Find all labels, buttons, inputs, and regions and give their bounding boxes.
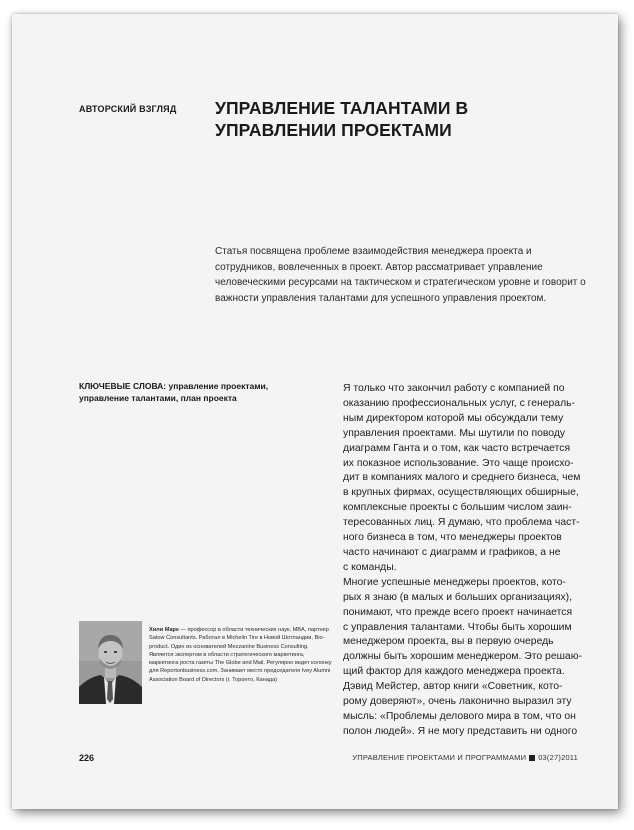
keywords-label: КЛЮЧЕВЫЕ СЛОВА:	[79, 381, 167, 391]
journal-page	[12, 14, 618, 809]
article-title: УПРАВЛЕНИЕ ТАЛАНТАМИ В УПРАВЛЕНИИ ПРОЕКТАМИ	[215, 98, 469, 140]
body-paragraph: Я только что закончил работу с компанией по оказанию профессиональных услуг, с генераль- ным директором которой мы обсуждали тему управления проектами. Мы шутили по поводу диаграмм Ганта и о том, как часто встречается их показное использование. Это чаще происхо- дит в компаниях малого и среднего бизнеса, чем в крупных фирмах, осуществляющих обширные, комплексные проекты с большим числом заин- тересованных лиц. Я думаю, что проблема част- ного бизнеса в том, что менеджеры проектов часто начинают с диаграмм и графиков, а не с команды.	[343, 383, 581, 573]
author-photo	[79, 621, 142, 704]
body-paragraph: Дэвид Мейстер, автор книги «Советник, кото- рому доверяют», очень лаконично выразил эту мысль: «Проблемы делового мира в том, что он полон людей». Я не могу представить ни одного	[343, 681, 578, 737]
keywords-text: управление проектами, управление талантами, план проекта	[79, 381, 269, 403]
article-body	[343, 382, 586, 740]
square-icon	[529, 755, 535, 761]
body-paragraph: Многие успешные менеджеры проектов, кото- рых я знаю (в малых и больших организациях), понимают, что прежде всего проект начинается с управления талантами. Чтобы быть хорошим менеджером проекта, вы в первую очередь должны быть хорошим менеджером. Это решаю- щий фактор для каждого менеджера проекта.	[343, 576, 582, 678]
rubric-label: АВТОРСКИЙ ВЗГЛЯД	[79, 104, 177, 114]
journal-issue: 03(27)2011	[538, 753, 578, 762]
keywords-block	[79, 381, 309, 404]
abstract-text: Статья посвящена проблеме взаимодействия менеджера проекта и сотрудников, вовлеченных в проект. Автор рассматривает управление человеческими ресурсами на тактическом и стратегическом уровне и говорит о важности управления талантами для успешного управления проектом.	[215, 246, 586, 304]
author-bio	[149, 626, 334, 684]
journal-footer	[352, 753, 578, 762]
page-number: 226	[79, 753, 95, 763]
author-bio-text: — профессор в области технических наук, MBA, партнер Satow Consultants. Работал в Michelin Tire в Новой Шотландии, Bio-product. Один из основателей Mezzanine Business Consulting. Является экспертом в области стратегического маркетинга, маркетинга роста газеты The Globe and Mail. Регулярно ведет колонку для Reportonbusiness.com. Занимает место председателя Ivey Alumni Association Board of Directors (г. Торонто, Канада)	[149, 627, 332, 683]
journal-name: УПРАВЛЕНИЕ ПРОЕКТАМИ И ПРОГРАММАМИ	[352, 753, 527, 762]
article-abstract	[215, 244, 587, 306]
author-name: Хили Марк	[149, 627, 179, 633]
